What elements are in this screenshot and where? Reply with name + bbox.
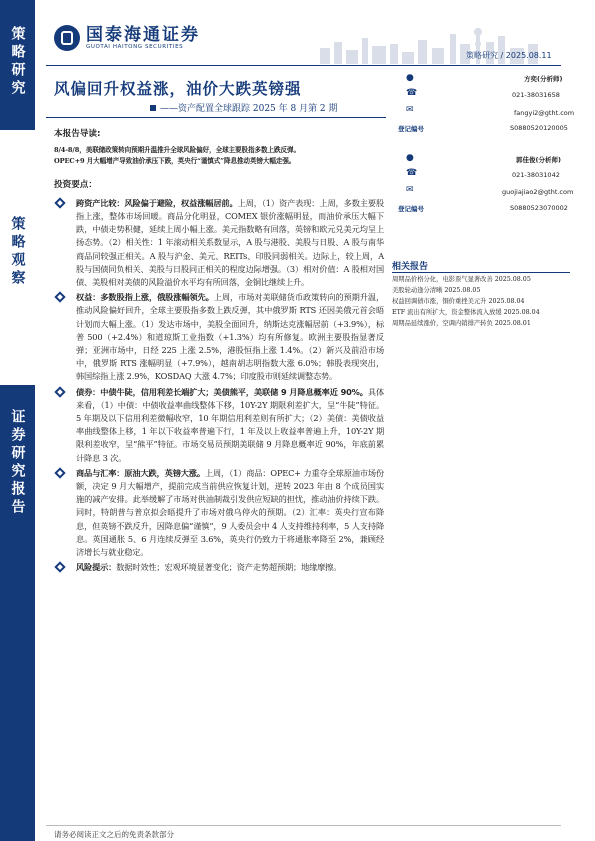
point-body: 上周，（1）商品：OPEC+ 力重夺全球原油市场份额，决定 9 月大幅增产，提前完成当前供应恢复计划，逆转 2023 年由 8 个成员国实施的减产安排。此举缓解了市场对供油制裁引发供应短缺的担忧，推动油价持续下跌。同时，特朗普与普京拟会晤提升了市场对俄乌停火的预期。（2）汇率：英央行宣布降息，但英镑不跌反升，因降息偏“谨慎”，9 人委员会中 4 人支持维持利率，5 人支持降息。英国通胀 5、6 月连续反弹至 3.6%，英央行仍致力于将通胀率降至 2%，兼顾经济增长与就业稳定。: [76, 467, 384, 558]
point-body: 数据时效性；宏观环境显著变化；资产走势超预期；地缘摩擦。: [116, 562, 342, 573]
point-lead: 风险提示：: [76, 562, 117, 573]
investment-point: [54, 197, 384, 289]
related-report-title: 美股轮动逢分清晰: [392, 287, 443, 294]
related-reports-list: [392, 276, 570, 331]
related-report-link[interactable]: [392, 309, 570, 317]
related-report-link[interactable]: [392, 320, 570, 328]
related-report-date: 2025.08.05: [444, 287, 481, 294]
report-subtitle: ——资产配置全球跟踪 2025 年 8 月第 2 期: [160, 104, 338, 114]
related-report-title: ETF 流出有所扩大，资金整体流入放缓: [392, 309, 502, 316]
related-report-link[interactable]: [392, 298, 570, 306]
brand-name-cn: 国泰海通证券: [86, 25, 200, 45]
analyst-panel: [398, 73, 573, 225]
investment-point: [54, 561, 384, 574]
main-content: [54, 128, 384, 577]
sidebar-observation-text: 策略观察: [9, 216, 26, 288]
brand-emblem-icon: [54, 25, 80, 51]
point-body: 上周，（1）资产表现：上周，多数主要股指上涨，整体市场回暖。商品分化明显，COMEX 银价涨幅明显，而油价承压大幅下跌，中债走势积健，延续上周小幅上涨。美元指数略有回落，英镑和欧元兑美元均呈上扬态势。（2）相关性：1 年滚动相关系数显示，A 股与港股、美股与日股、A 股与南华商品同较强正相关。A 股与沪金、美元、REITs、印股同弱相关。边际上，较上周，A 股与国债同负相关、美股与日股同正相关的程度边际增强。（3）相对价值：A 股相对国债、美股相对美债的风险溢价水平均有所回落，金铜比继续上升。: [76, 197, 384, 288]
related-report-link[interactable]: [392, 287, 570, 295]
analyst-reg-label: 登记编号: [398, 125, 424, 133]
related-report-date: 2025.08.05: [494, 276, 531, 283]
point-lead: 跨资产比较：风险偏于避险，权益涨幅居前。: [76, 197, 238, 208]
analyst-reg-number: S0880520120005: [510, 124, 568, 132]
analyst-email: fangyi2@gtht.com: [514, 109, 575, 117]
related-report-date: 2025.08.04: [488, 298, 525, 305]
subtitle-square-icon: [150, 105, 156, 111]
analyst-email: guojiajiao2@gtht.com: [502, 188, 574, 196]
header-date: 2025.08.11: [505, 51, 552, 60]
analyst-phone: 021-38031042: [512, 171, 560, 179]
header-separator: /: [500, 51, 506, 60]
diamond-bullet-icon: [54, 467, 65, 478]
analyst-card: [398, 73, 573, 149]
sidebar-report-text: 证券研究报告: [9, 409, 26, 517]
phone-icon: ☎: [406, 168, 418, 178]
email-icon: ✉: [406, 185, 414, 195]
guide-heading: 本报告导读:: [54, 129, 101, 139]
point-lead: 债券：中债牛陡，信用利差长端扩大；美债熊平，美联储 9 月降息概率近 90%。: [76, 386, 368, 397]
brand-logo: [54, 25, 200, 51]
report-subtitle-row: [150, 101, 338, 114]
diamond-bullet-icon: [54, 292, 65, 303]
header-category: 策略研究: [466, 51, 498, 60]
brand-name-en: GUOTAI HAITONG SECURITIES: [86, 44, 184, 50]
person-icon: ●: [406, 73, 414, 83]
analyst-reg-number: S0880523070002: [510, 204, 568, 212]
left-sidebar: [0, 0, 35, 841]
title-divider: [46, 117, 386, 118]
guide-line-1: 8/4-8/8，美联储政策转向预期升温推升全球风险偏好，全球主要股指多数上跌反弹。: [54, 146, 300, 155]
related-reports-heading: 相关报告: [392, 262, 429, 272]
footer-disclaimer: 请务必阅读正文之后的免责条款部分: [54, 830, 174, 839]
related-report-title: 周期品延续涨价，空调内销排产转负: [392, 320, 493, 327]
analyst-name: 郭佳俊(分析师): [516, 156, 561, 164]
diamond-bullet-icon: [54, 562, 65, 573]
investment-point: [54, 386, 384, 465]
related-report-title: 权益回调债市涨，铜价重挫美元升: [392, 298, 487, 305]
investment-heading: 投资要点：: [54, 180, 97, 191]
guide-line-2: OPEC+9 月大幅增产导致油价承压下跌，英央行“谨慎式”降息推动英镑大幅走强。: [54, 157, 296, 166]
related-reports-divider: [392, 272, 570, 273]
investment-point: [54, 291, 384, 383]
diamond-bullet-icon: [54, 197, 65, 208]
report-title: 风偏回升权益涨，油价大跌英镑强: [54, 80, 302, 98]
header-meta: [466, 50, 552, 61]
investment-point: [54, 467, 384, 559]
sidebar-category-text: 策略研究: [9, 26, 26, 98]
related-report-date: 2025.08.04: [503, 309, 540, 316]
analyst-name: 方奕(分析师): [524, 75, 563, 83]
sidebar-observation-block: [0, 210, 35, 410]
point-lead: 权益：多数股指上涨，俄股涨幅领先。: [76, 292, 214, 303]
analyst-phone: 021-38031658: [512, 91, 560, 99]
sidebar-category-block: [0, 0, 35, 130]
sidebar-report-block: [0, 385, 35, 841]
related-report-title: 周期品价格分化，电影票气显著改善: [392, 276, 493, 283]
person-icon: ●: [406, 153, 414, 163]
point-body: 具体来看，（1）中债：中债收益率曲线整体下移，10Y-2Y 期限利差扩大，呈“牛陡”特征。5 年期及以下信用利差微幅收窄，10 年期信用利差则有所扩大；（2）美债：美债收益率曲线整体上移，1 年以下收益率普遍下行，1 年及以上收益率普遍上升，10Y-2Y 期限利差收窄，呈“熊平”特征。市场交易员预期美联储 9 月降息概率近 90%，年底前累计降息 3 次。: [76, 386, 385, 463]
email-icon: ✉: [406, 105, 414, 115]
analyst-card: [398, 149, 573, 225]
point-lead: 商品与汇率：原油大跌，英镑大涨。: [76, 467, 205, 478]
footer-divider: [46, 825, 561, 826]
guide-text: [54, 145, 384, 167]
related-report-link[interactable]: [392, 276, 570, 284]
phone-icon: ☎: [406, 88, 418, 98]
analyst-reg-label: 登记编号: [398, 205, 424, 213]
diamond-bullet-icon: [54, 386, 65, 397]
header-divider: [46, 65, 561, 66]
point-body: 上周，市场对美联储货币政策转向的预期升温，推动风险偏好回升，全球主要股指多数上跌反弹，其中俄罗斯 RTS 还因美俄元首会晤计划而大幅上涨。（1）发达市场中，美股全面回升，纳斯达克涨幅居前（+3.9%），标普 500（+2.4%）和道琼斯工业指数（+1.3%）均有所修复。欧洲主要股指显著反弹；亚洲市场中，日经 225 上涨 2.5%，港股恒指上涨 1.4%。（2）新兴及前沿市场中，俄罗斯 RTS 涨幅明显（+7.9%），越南胡志明指数大涨 6.0%；韩股表现突出，韩国综指上涨 2.9%，KOSDAQ 大涨 4.7%；印度股市则延续调整态势。: [76, 292, 385, 382]
related-report-date: 2025.08.01: [494, 320, 531, 327]
